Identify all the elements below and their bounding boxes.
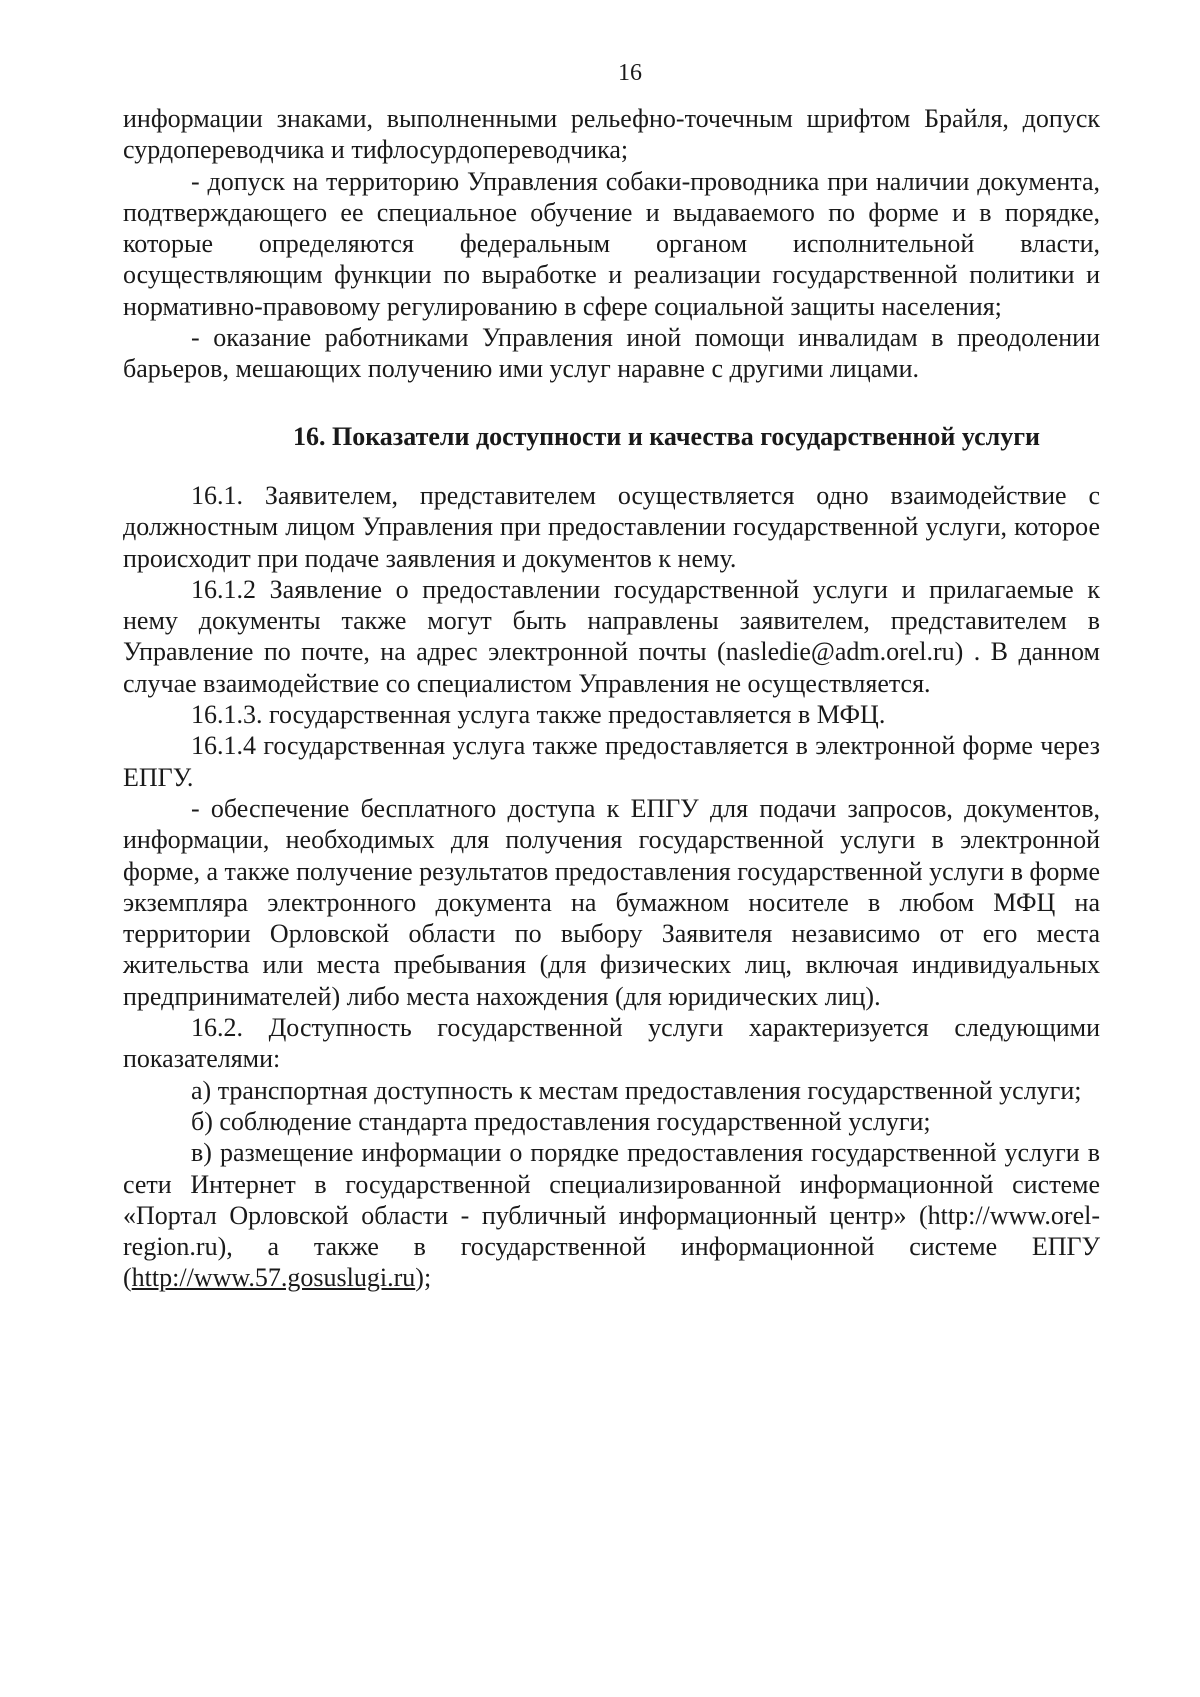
- paragraph-16-1: 16.1. Заявителем, представителем осуществляется одно взаимодействие с должностным лицом Управления при предоставлении государственной услуги, которое происходит при подаче заявления и документов к нему.: [123, 480, 1100, 573]
- gosuslugi-link[interactable]: http://www.57.gosuslugi.ru: [131, 1263, 416, 1293]
- list-item-b: б) соблюдение стандарта предоставления государственной услуги;: [191, 1106, 931, 1136]
- paragraph-staff-assistance: - оказание работниками Управления иной помощи инвалидам в преодолении барьеров, мешающих получению ими услуг наравне с другими лицами.: [123, 323, 1100, 384]
- paragraph-free-access-epgu: - обеспечение бесплатного доступа к ЕПГУ для подачи запросов, документов, информации, необходимых для получения государственной услуги в электронной форме, а также получение результатов предоставления государственной услуги в форме экземпляра электронного документа на бумажном носителе в любом МФЦ на территории Орловской области по выбору Заявителя независимо от его места жительства или места пребывания (для физических лиц, включая индивидуальных предпринимателей) либо места нахождения (для юридических лиц).: [123, 793, 1100, 1011]
- list-item-v-text: в) размещение информации о порядке предоставления государственной услуги в сети Интернет в государственной специализированной информационной системе «Портал Орловской области - публичный информационный центр» (http://www.orel-region.ru), а также в государственной информационной системе ЕПГУ (: [123, 1138, 1100, 1293]
- page-number: 16: [618, 60, 642, 86]
- paragraph-16-1-2: 16.1.2 Заявление о предоставлении государственной услуги и прилагаемые к нему документы также могут быть направлены заявителем, представителем в Управление по почте, на адрес электронной почты (nasledie@adm.orel.ru) . В данном случае взаимодействие со специалистом Управления не осуществляется.: [123, 574, 1100, 698]
- section-heading: 16. Показатели доступности и качества государственной услуги: [292, 421, 1041, 451]
- list-item-v-end: );: [415, 1263, 432, 1293]
- paragraph-16-1-3: 16.1.3. государственная услуга также предоставляется в МФЦ.: [191, 700, 886, 730]
- paragraph-16-1-4: 16.1.4 государственная услуга также предоставляется в электронной форме через ЕПГУ.: [123, 731, 1100, 792]
- list-item-a: а) транспортная доступность к местам предоставления государственной услуги;: [191, 1075, 1082, 1105]
- document-body: [123, 103, 1100, 1294]
- paragraph-guide-dog-access: - допуск на территорию Управления собаки-проводника при наличии документа, подтверждающего ее специальное обучение и выдаваемого по форме и в порядке, которые определяются федеральным органом исполнительной власти, осуществляющим функции по выработке и реализации государственной политики и нормативно-правовому регулированию в сфере социальной защиты населения;: [123, 166, 1100, 321]
- paragraph-braille-continuation: информации знаками, выполненными рельефно-точечным шрифтом Брайля, допуск сурдопереводчика и тифлосурдопереводчика;: [123, 104, 1100, 165]
- list-item-v: [123, 1137, 1100, 1293]
- paragraph-16-2: 16.2. Доступность государственной услуги характеризуется следующими показателями:: [123, 1013, 1100, 1074]
